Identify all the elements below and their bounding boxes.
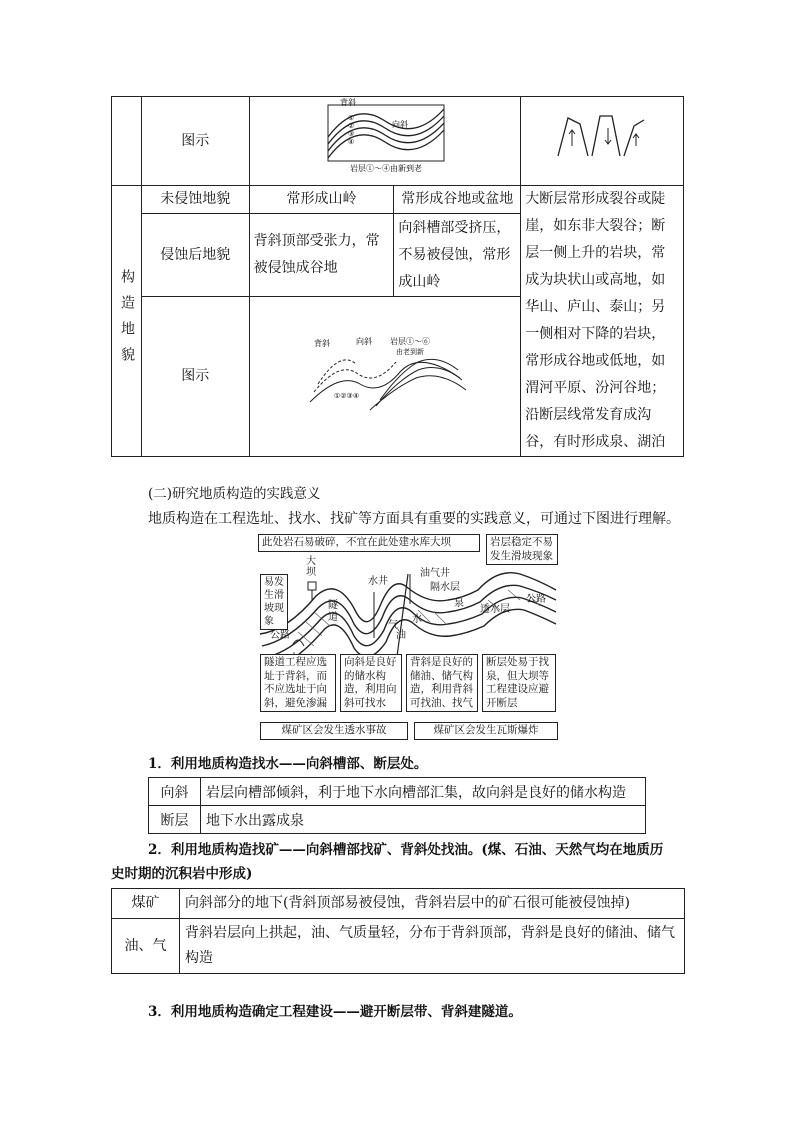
row-label-eroded: 侵蚀后地貌 [141, 214, 249, 297]
table3-key: 油、气 [112, 919, 180, 974]
note-tunnel: 隧道工程应选址于背斜，而不应选址于向斜，避免渗漏 [260, 654, 336, 712]
fold-label-anticline: 背斜 [339, 98, 356, 107]
label-well: 水井 [368, 576, 388, 587]
note-coal-gas: 煤矿区会发生瓦斯爆炸 [414, 722, 558, 740]
water-table [148, 777, 646, 834]
fold-label-syncline: 向斜 [391, 120, 408, 129]
eroded-label-anticline: 背斜 [313, 338, 330, 348]
empty-cell [112, 97, 142, 186]
point1-heading: 1．利用地质构造找水——向斜槽部、断层处。 [148, 756, 428, 772]
fold-layer-2: ② [347, 122, 355, 130]
row-label-figure: 图示 [141, 97, 249, 186]
note-landslide: 易发生滑坡现象 [260, 574, 288, 630]
note-dam-site: 此处岩石易破碎，不宜在此处建水库大坝 [258, 534, 480, 552]
row-label-figure-2: 图示 [141, 297, 249, 457]
landform-table [111, 96, 684, 457]
label-gas-well: 油气井 [420, 568, 450, 579]
table2-key: 向斜 [149, 778, 201, 806]
table2-key: 断层 [149, 806, 201, 834]
label-gas: 气 [388, 620, 398, 631]
label-permeable-layer: 透水层 [480, 604, 510, 615]
table-row [112, 919, 685, 974]
label-road-left: 公路 [270, 630, 290, 641]
table-row [149, 806, 646, 834]
eroded-fold-diagram [300, 332, 470, 412]
label-road-right: 公路 [526, 594, 546, 605]
point3-heading: 3．利用地质构造确定工程建设——避开断层带、背斜建隧道。 [148, 1004, 522, 1020]
label-dam: 大坝 [306, 556, 316, 578]
note-fault: 断层处易于找泉，但大坝等工程建设应避开断层 [482, 654, 556, 712]
eroded-figure-cell [249, 297, 521, 457]
row-label-uneroded: 未侵蚀地貌 [141, 186, 249, 214]
point2-heading: 2．利用地质构造找矿——向斜槽部找矿、背斜处找油。(煤、石油、天然气均在地质历 [148, 842, 664, 858]
strata-illustration [258, 534, 558, 744]
fault-description: 大断层常形成裂谷或陡崖，如东非大裂谷；断层一侧上升的岩块，常成为块状山或高地，如华山、庐山、泰山；另一侧相对下降的岩块，常形成谷地或低地，如渭河平原、汾河谷地；沿断层线常发育成沟谷，有时形成泉、湖泊 [521, 186, 684, 457]
uneroded-anticline: 常形成山岭 [249, 186, 394, 214]
eroded-caption-1: 岩层①～⑥ [389, 336, 430, 346]
table3-key: 煤矿 [112, 889, 180, 919]
eroded-label-syncline: 向斜 [355, 336, 372, 346]
section-intro: 地质构造在工程选址、找水、找矿等方面具有重要的实践意义，可通过下图进行理解。 [148, 511, 680, 527]
label-impermeable-layer: 隔水层 [430, 582, 460, 593]
mineral-table [111, 888, 685, 974]
practical-diagram [258, 534, 558, 744]
table2-value: 地下水出露成泉 [201, 806, 646, 834]
fold-layer-3: ③ [347, 130, 355, 138]
note-stable-strata: 岩层稳定不易发生滑坡现象 [486, 534, 558, 565]
structure-landform-label: 构造地貌 [112, 186, 142, 457]
fault-diagram [552, 106, 652, 166]
fold-layer-1: ① [347, 114, 355, 122]
table-row [149, 778, 646, 806]
section-heading: (二)研究地质构造的实践意义 [148, 486, 321, 502]
eroded-caption-2: 由老到新 [395, 347, 424, 356]
eroded-anticline: 背斜顶部受张力，常被侵蚀成谷地 [249, 214, 394, 297]
table3-value: 向斜部分的地下(背斜顶部易被侵蚀，背斜岩层中的矿石很可能被侵蚀掉) [180, 889, 685, 919]
uneroded-syncline: 常形成谷地或盆地 [394, 186, 521, 214]
label-water: 水 [412, 614, 422, 625]
label-oil: 油 [396, 630, 406, 641]
fold-layer-4: ④ [347, 138, 355, 146]
fold-figure-cell [249, 97, 521, 186]
table2-value: 岩层向槽部倾斜，利于地下水向槽部汇集，故向斜是良好的储水构造 [201, 778, 646, 806]
table3-value: 背斜岩层向上拱起，油、气质量轻，分布于背斜顶部，背斜是良好的储油、储气构造 [180, 919, 685, 974]
label-tunnel: 隧道 [328, 600, 338, 623]
table-row [112, 889, 685, 919]
label-spring: 泉 [454, 598, 464, 609]
fault-figure-cell [521, 97, 684, 186]
note-syncline-water: 向斜是良好的储水构造，利用向斜可找水 [340, 654, 402, 712]
note-coal-flood: 煤矿区会发生透水事故 [260, 722, 408, 740]
point2-heading-cont: 史时期的沉积岩中形成) [111, 866, 253, 882]
fold-diagram [310, 97, 460, 175]
eroded-layer-numbers: ①②③④ [333, 391, 360, 400]
fold-caption: 岩层①～④由新到老 [349, 164, 422, 173]
note-anticline-oil: 背斜是良好的储油、储气构造，利用背斜可找油、找气 [406, 654, 478, 712]
eroded-syncline: 向斜槽部受挤压，不易被侵蚀，常形成山岭 [394, 214, 521, 297]
